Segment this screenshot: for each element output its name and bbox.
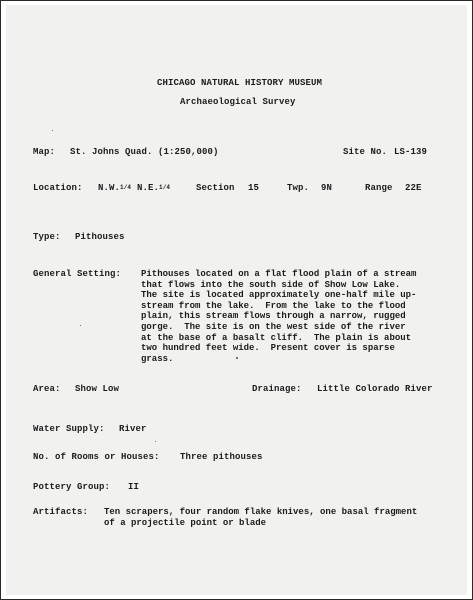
type-value: Pithouses [75,232,125,242]
paper-speck [52,130,53,131]
setting-line: two hundred feet wide. Present cover is sparse [141,343,395,354]
location-ne [137,183,170,194]
site-value: LS-139 [394,147,428,157]
type-label: Type: [33,232,61,242]
water-supply-label: Water Supply: [33,424,105,434]
rooms-value: Three pithouses [180,452,263,462]
setting-line: at the base of a basalt cliff. The plain is about [141,332,412,343]
range-value: 22E [405,183,422,193]
setting-line: The site is located approximately one-half mile up- [141,290,417,301]
setting-line: plain, this stream flows through a narrow, rugged [141,311,406,322]
twp-value: 9N [321,183,333,193]
setting-line: gorge. The site is on the west side of the river [141,321,406,332]
location-ne-text: N.E. [137,183,160,193]
paper-speck [80,325,81,326]
location-nw [98,183,131,194]
paper-speck [236,357,238,359]
drainage-value: Little Colorado River [317,384,433,394]
institution-title: CHICAGO NATURAL HISTORY MUSEUM [157,78,323,88]
twp-label: Twp. [287,183,310,193]
artifacts-label: Artifacts: [33,507,89,517]
map-label: Map: [33,147,56,157]
pottery-value: II [128,482,140,492]
location-nw-text: N.W. [98,183,121,193]
paper-speck [155,441,156,442]
section-label: Section [196,183,235,193]
map-value: St. Johns Quad. (1:250,000) [70,147,219,157]
setting-line: stream from the lake. From the lake to the flood [141,300,406,311]
setting-line: Pithouses located on a flat flood plain of a stream [141,269,417,279]
site-label: Site No. [343,147,388,157]
setting-line: that flows into the south side of Show Low Lake. [141,279,401,290]
setting-line: grass. [141,353,174,364]
location-label: Location: [33,183,83,193]
area-value: Show Low [75,384,120,394]
location-ne-fraction: 1/4 [159,184,171,191]
water-supply-value: River [119,424,147,434]
area-label: Area: [33,384,61,394]
artifacts-line: Ten scrapers, four random flake knives, one basal fragment [104,507,418,517]
artifacts-line: of a projectile point or blade [104,517,267,528]
location-nw-fraction: 1/4 [120,184,132,191]
general-setting-text [141,269,441,364]
pottery-label: Pottery Group: [33,482,111,492]
artifacts-text [104,507,417,528]
general-setting-label: General Setting: [33,269,122,279]
range-label: Range [365,183,393,193]
drainage-label: Drainage: [252,384,302,394]
survey-title: Archaeological Survey [180,97,296,107]
section-value: 15 [248,183,260,193]
rooms-label: No. of Rooms or Houses: [33,452,160,462]
